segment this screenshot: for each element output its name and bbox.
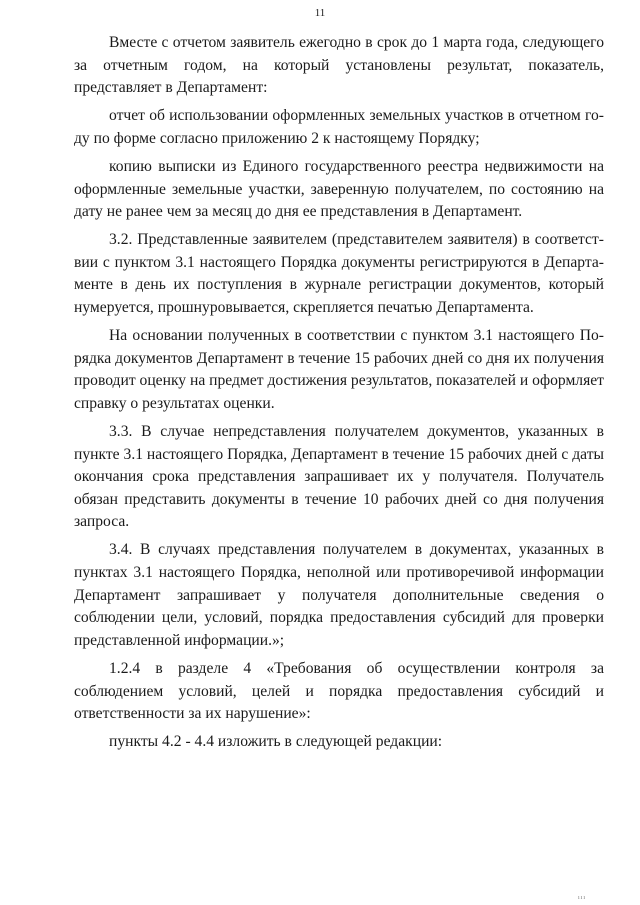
paragraph-3-2: 3.2. Представленные заявителем (представителем заявителя) в соответствии с пунктом 3.1 настоящего Порядка документы регистрируются в Департаменте в день их поступления в журнале регистрации документов, который нумеруется, прошнуровывается, скрепляется печатью Департамента.: [74, 231, 604, 317]
paragraph-points-4-2-4-4: пункты 4.2 - 4.4 изложить в следующей редакции:: [109, 733, 443, 751]
paragraph-land-use-report: отчет об использовании оформленных земельных участков в отчетном году по форме согласно приложению 2 к настоящему Порядку;: [74, 107, 604, 147]
paragraph-report-deadline: Вместе с отчетом заявитель ежегодно в срок до 1 марта года, следующего за отчетным годом, на который установлены результат, показатель, представляет в Департамент:: [74, 34, 604, 97]
paragraph-3-4: 3.4. В случаях представления получателем в документах, указанных в пунктах 3.1 настоящего Порядка, неполной или противоречивой информации Департамент запрашивает у получателя дополнительные сведения о соблюдении цели, условий, порядка предоставления субсидий для проверки представленной информации.»;: [74, 541, 604, 649]
document-body: [74, 32, 604, 759]
paragraph-3-3: 3.3. В случае непредставления получателем документов, указанных в пункте 3.1 настоящего Порядка, Департамент в течение 15 рабочих дней с даты окончания срока представления запрашивает их у получателя. Получатель обязан представить документы в течение 10 рабочих дней со дня получения запроса.: [74, 423, 604, 531]
paragraph-assessment: На основании полученных в соответствии с пунктом 3.1 настоящего Порядка документов Департамент в течение 15 рабочих дней со дня их получения проводит оценку на предмет достижения результатов, показателей и оформляет справку о результатах оценки.: [74, 327, 604, 412]
paragraph-registry-extract: копию выписки из Единого государственного реестра недвижимости на оформленные земельные участки, заверенную получателем, по состоянию на дату не ранее чем за месяц до дня ее представления в Департамент.: [74, 157, 604, 221]
page-number: 11: [314, 7, 326, 19]
corner-mark: ııı: [577, 895, 586, 901]
paragraph-1-2-4: 1.2.4 в разделе 4 «Требования об осуществлении контроля за соблюдением условий, целей и порядка предоставления субсидий и ответственности за их нарушение»:: [74, 659, 604, 723]
